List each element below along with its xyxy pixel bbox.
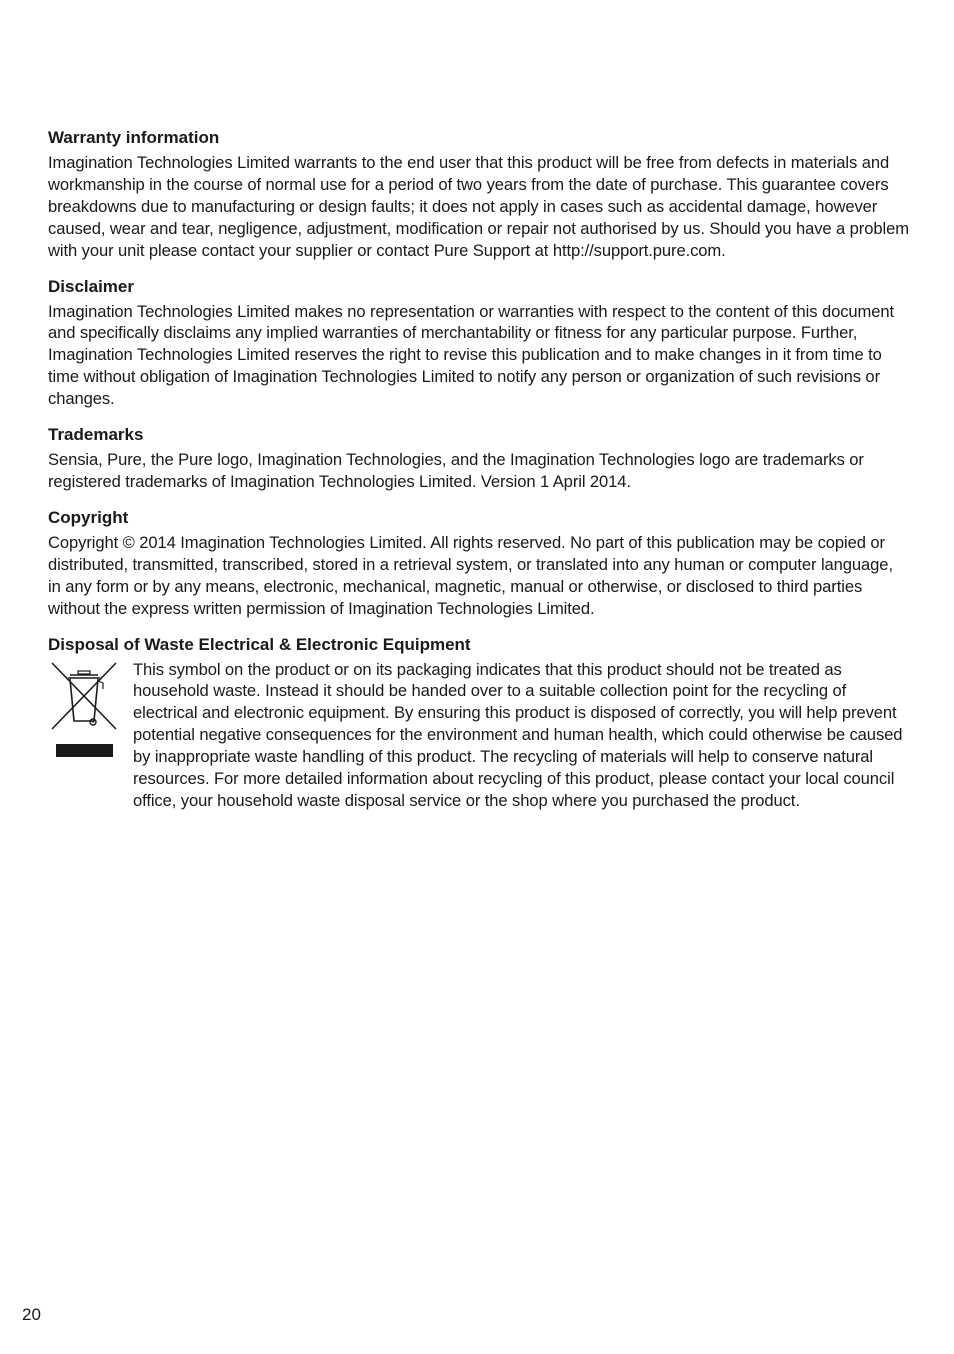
weee-content bbox=[48, 659, 910, 812]
copyright-heading: Copyright bbox=[48, 507, 129, 527]
trademarks-section bbox=[48, 424, 910, 493]
document-page bbox=[48, 127, 910, 826]
crossed-out-wheelie-bin-icon bbox=[48, 659, 120, 764]
trademarks-heading: Trademarks bbox=[48, 425, 144, 445]
weee-heading: Disposal of Waste Electrical & Electronic Equipment bbox=[48, 634, 471, 654]
warranty-heading: Warranty information bbox=[48, 128, 220, 147]
copyright-section bbox=[48, 507, 910, 620]
warranty-section bbox=[48, 127, 910, 262]
trademarks-text: Sensia, Pure, the Pure logo, Imagination Technologies, and the Imagination Technologies logo are trademarks or registered trademarks of Imagination Technologies Limited. Version 1 April 2014. bbox=[48, 450, 864, 491]
weee-section bbox=[48, 634, 910, 812]
page-number: 20 bbox=[22, 1305, 41, 1324]
weee-text: This symbol on the product or on its packaging indicates that this product should not be treated as household waste. Instead it should be handed over to a suitable collection point for the recycling of electrical and electronic equipment. By ensuring this product is disposed of correctly, you will help prevent potential negative consequences for the environment and human health, which could otherwise be caused by inappropriate waste handling of this product. The recycling of materials will help to conserve natural resources. For more detailed information about recycling of this product, please contact your local council office, your household waste disposal service or the shop where you purchased the product. bbox=[133, 659, 903, 810]
disclaimer-text: Imagination Technologies Limited makes no representation or warranties with respect to the content of this document and specifically disclaims any implied warranties of merchantability or fitness for any particular purpose. Further, Imagination Technologies Limited reserves the right to revise this publication and to make changes in it from time to time without obligation of Imagination Technologies Limited to notify any person or organization of such revisions or changes. bbox=[48, 301, 895, 409]
disclaimer-heading: Disclaimer bbox=[48, 276, 134, 296]
copyright-text: Copyright © 2014 Imagination Technologies Limited. All rights reserved. No part of this publication may be copied or distributed, transmitted, transcribed, stored in a retrieval system, or translated into any human or computer language, in any form or by any means, electronic, mechanical, magnetic, manual or otherwise, or disclosed to third parties without the express written permission of Imagination Technologies Limited. bbox=[48, 532, 893, 618]
disclaimer-section bbox=[48, 276, 910, 411]
warranty-text: Imagination Technologies Limited warrants to the end user that this product will be free from defects in materials and workmanship in the course of normal use for a period of two years from the date of purchase. This guarantee covers breakdowns due to manufacturing or design faults; it does not apply in cases such as accidental damage, however caused, wear and tear, negligence, adjustment, modification or repair not authorised by us. Should you have a problem with your unit please contact your supplier or contact Pure Support at http://support.pure.com. bbox=[48, 153, 909, 260]
